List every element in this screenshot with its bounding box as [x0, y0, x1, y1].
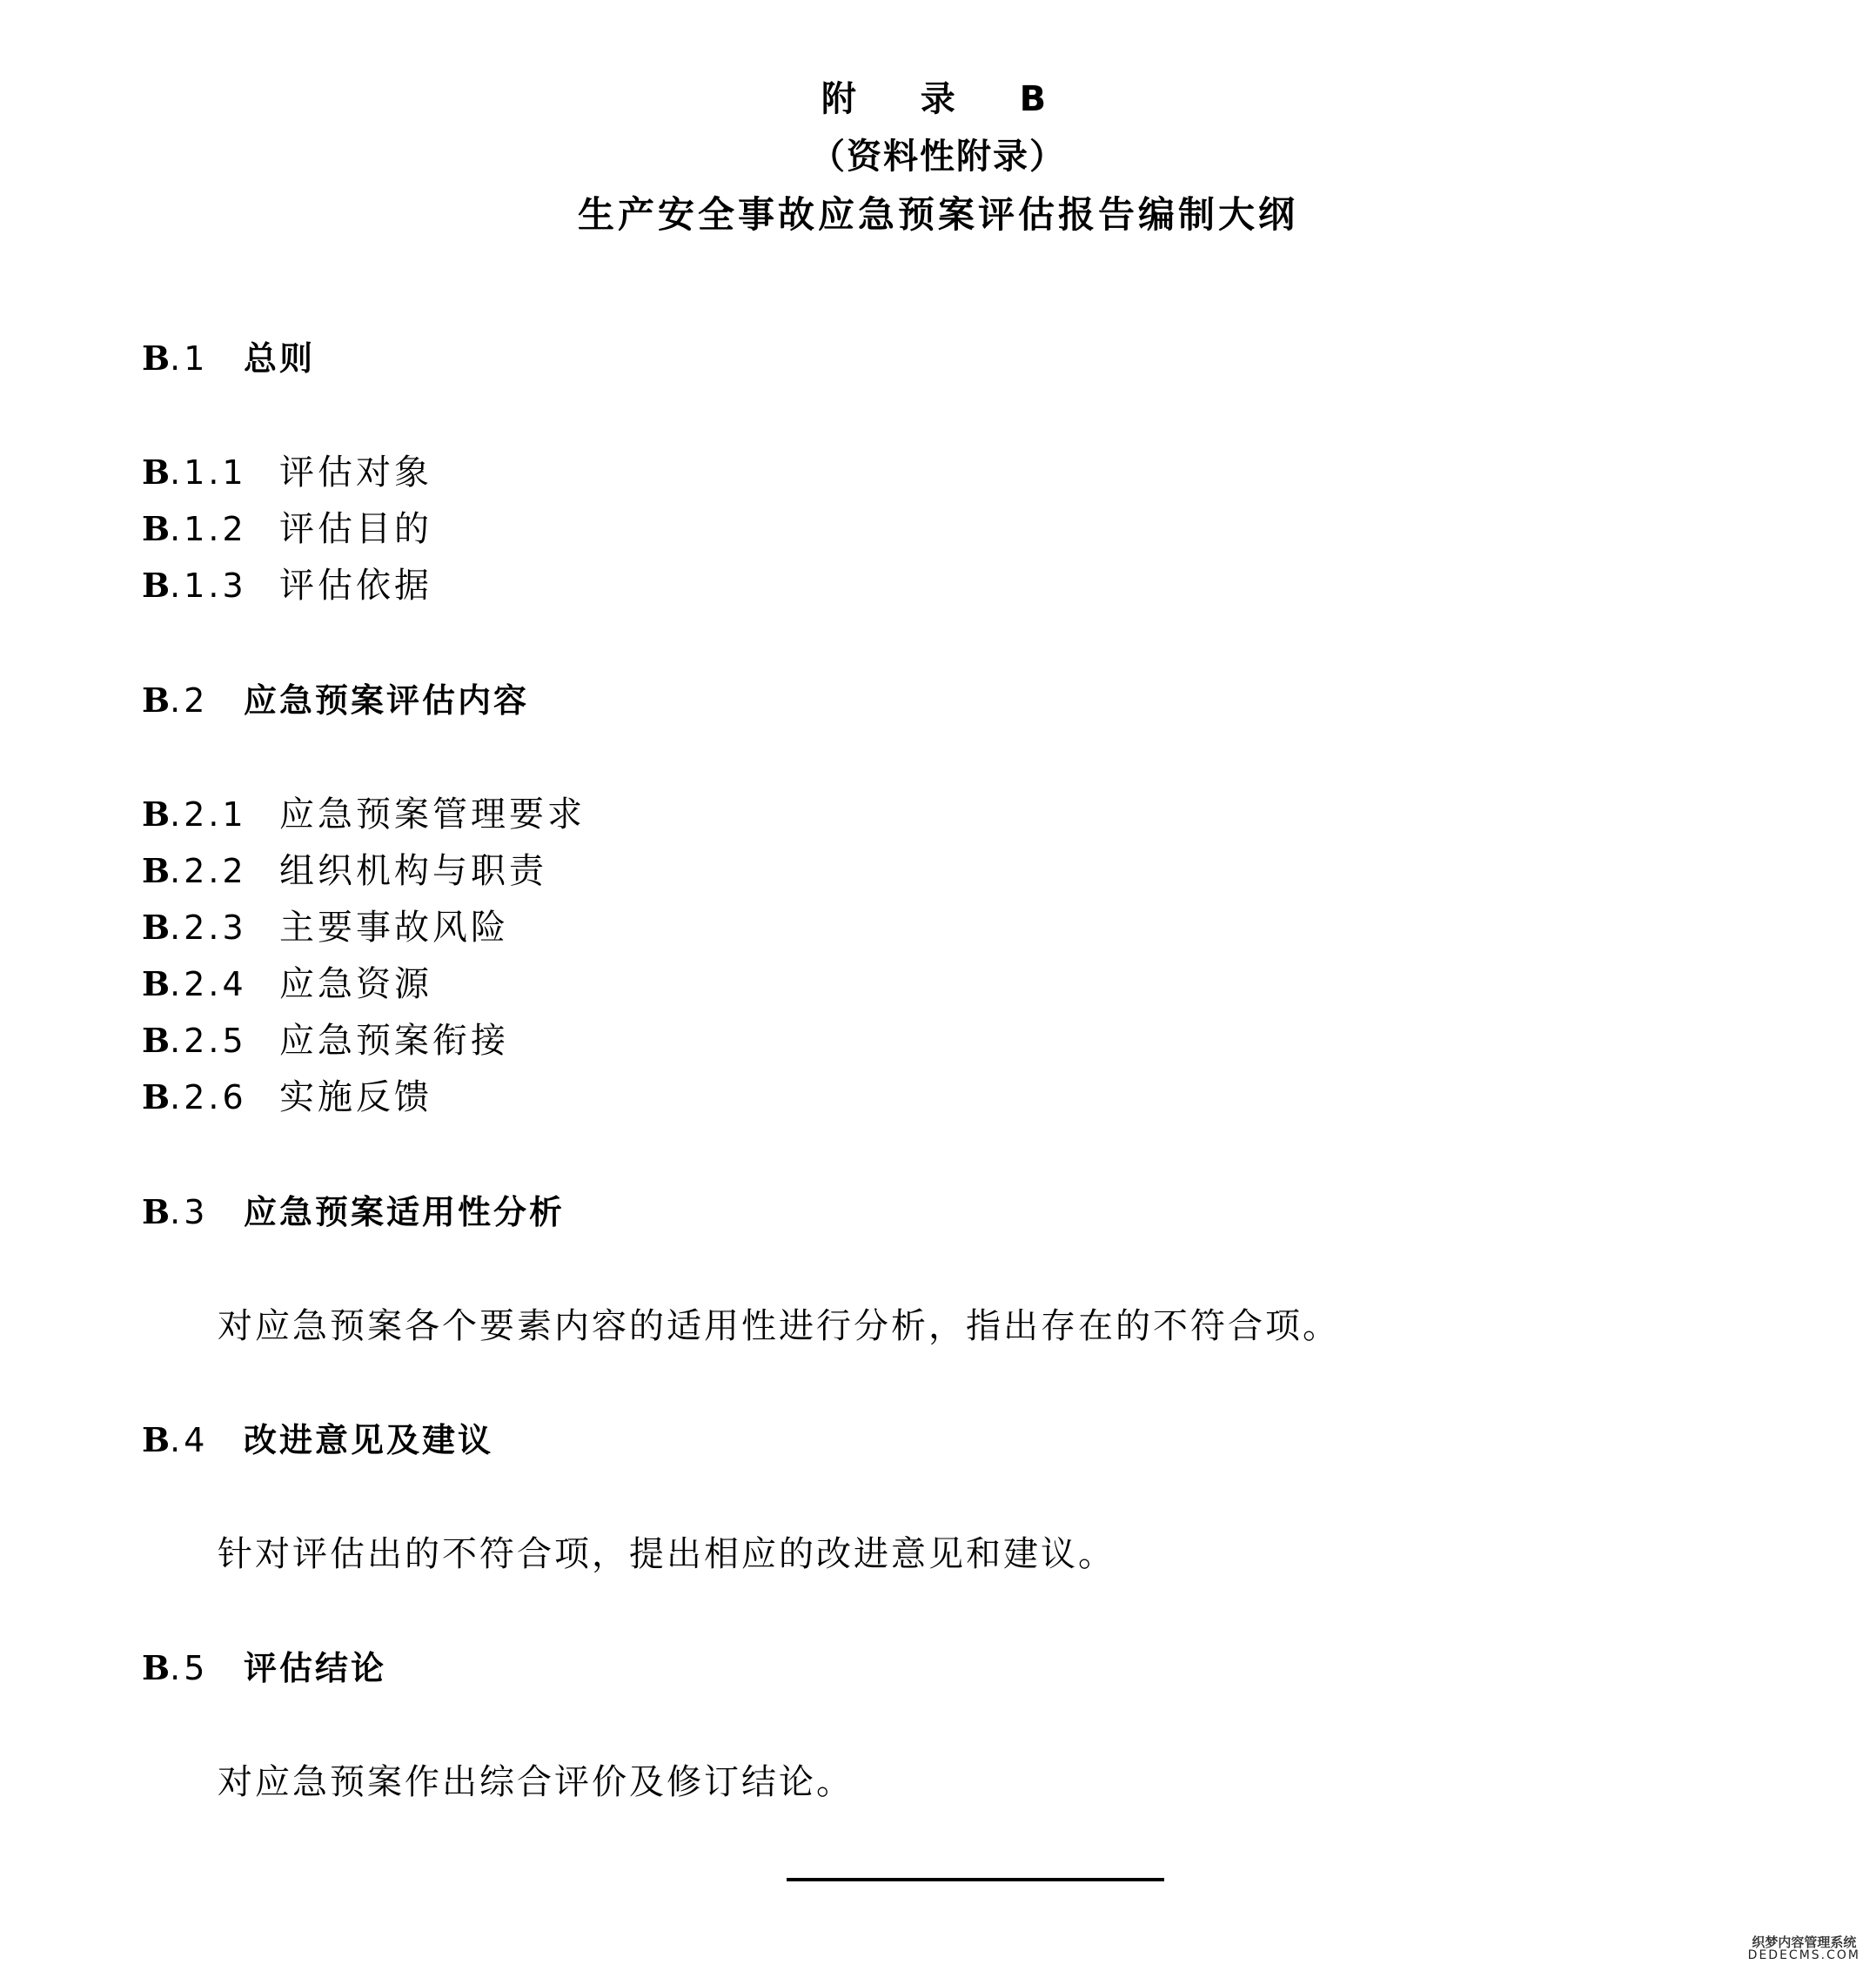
- subsection-title: 评估依据: [279, 566, 432, 606]
- subsection-title: 应急资源: [279, 964, 432, 1004]
- paragraph-b5: 对应急预案作出综合评价及修订结论。: [218, 1762, 854, 1802]
- section-heading-b4: [142, 1413, 493, 1461]
- subsection-prefix: B: [142, 566, 171, 605]
- watermark-line2: DEDECMS.COM: [1747, 1948, 1860, 1963]
- section-number: .3: [170, 1193, 209, 1231]
- subsection-prefix: B: [142, 1077, 171, 1116]
- subsection-number: .2.5: [170, 1022, 247, 1060]
- subsection-number: .1.2: [170, 510, 247, 548]
- subsection-b2-5: [142, 1013, 509, 1063]
- subsection-b2-2: [142, 843, 547, 893]
- appendix-type-note: （资料性附录）: [810, 137, 1066, 177]
- subsection-prefix: B: [142, 964, 171, 1003]
- watermark-line1: 织梦内容管理系统: [1752, 1934, 1857, 1950]
- section-heading-b2: [142, 674, 529, 721]
- appendix-label: 附 录 B: [821, 79, 1055, 119]
- end-rule: [787, 1878, 1164, 1881]
- section-prefix: B: [142, 1192, 171, 1231]
- subsection-b2-3: [142, 900, 509, 949]
- paragraph-b3: 对应急预案各个要素内容的适用性进行分析，指出存在的不符合项。: [218, 1306, 1340, 1346]
- document-title: 生产安全事故应急预案评估报告编制大纲: [577, 193, 1298, 236]
- subsection-b1-3: [142, 558, 432, 607]
- subsection-prefix: B: [142, 794, 171, 834]
- subsection-title: 评估目的: [279, 509, 432, 549]
- subsection-prefix: B: [142, 851, 171, 890]
- subsection-title: 应急预案衔接: [279, 1021, 509, 1061]
- paragraph-b4: 针对评估出的不符合项，提出相应的改进意见和建议。: [218, 1534, 1116, 1574]
- section-heading-b5: [142, 1641, 386, 1689]
- subsection-title: 评估对象: [279, 453, 432, 493]
- section-prefix: B: [142, 1420, 171, 1459]
- subsection-b2-4: [142, 956, 432, 1006]
- subsection-title: 实施反馈: [279, 1077, 432, 1117]
- section-title: 总则: [244, 339, 316, 378]
- subsection-number: .2.1: [170, 795, 247, 834]
- section-prefix: B: [142, 1648, 171, 1687]
- subsection-title: 主要事故风险: [279, 908, 509, 948]
- subsection-b2-1: [142, 787, 586, 836]
- section-title: 应急预案适用性分析: [244, 1193, 566, 1231]
- watermark: [1748, 1936, 1860, 1962]
- section-number: .2: [170, 681, 209, 720]
- subsection-b1-2: [142, 501, 432, 551]
- section-number: .1: [170, 339, 209, 378]
- subsection-number: .2.2: [170, 852, 247, 890]
- section-number: .5: [170, 1649, 209, 1687]
- subsection-prefix: B: [142, 509, 171, 548]
- subsection-title: 组织机构与职责: [279, 851, 547, 891]
- subsection-number: .1.1: [170, 453, 247, 492]
- subsection-title: 应急预案管理要求: [279, 794, 586, 835]
- subsection-b2-6: [142, 1069, 432, 1119]
- subsection-prefix: B: [142, 908, 171, 947]
- section-prefix: B: [142, 339, 171, 378]
- section-heading-b3: [142, 1185, 565, 1233]
- section-title: 改进意见及建议: [244, 1421, 494, 1459]
- subsection-prefix: B: [142, 453, 171, 492]
- subsection-prefix: B: [142, 1021, 171, 1060]
- section-prefix: B: [142, 680, 171, 720]
- section-heading-b1: [142, 332, 315, 379]
- subsection-number: .2.3: [170, 908, 247, 947]
- subsection-b1-1: [142, 445, 432, 494]
- section-title: 评估结论: [244, 1649, 387, 1687]
- subsection-number: .2.4: [170, 965, 247, 1003]
- section-title: 应急预案评估内容: [244, 681, 530, 720]
- subsection-number: .2.6: [170, 1078, 247, 1116]
- section-number: .4: [170, 1421, 209, 1459]
- subsection-number: .1.3: [170, 566, 247, 605]
